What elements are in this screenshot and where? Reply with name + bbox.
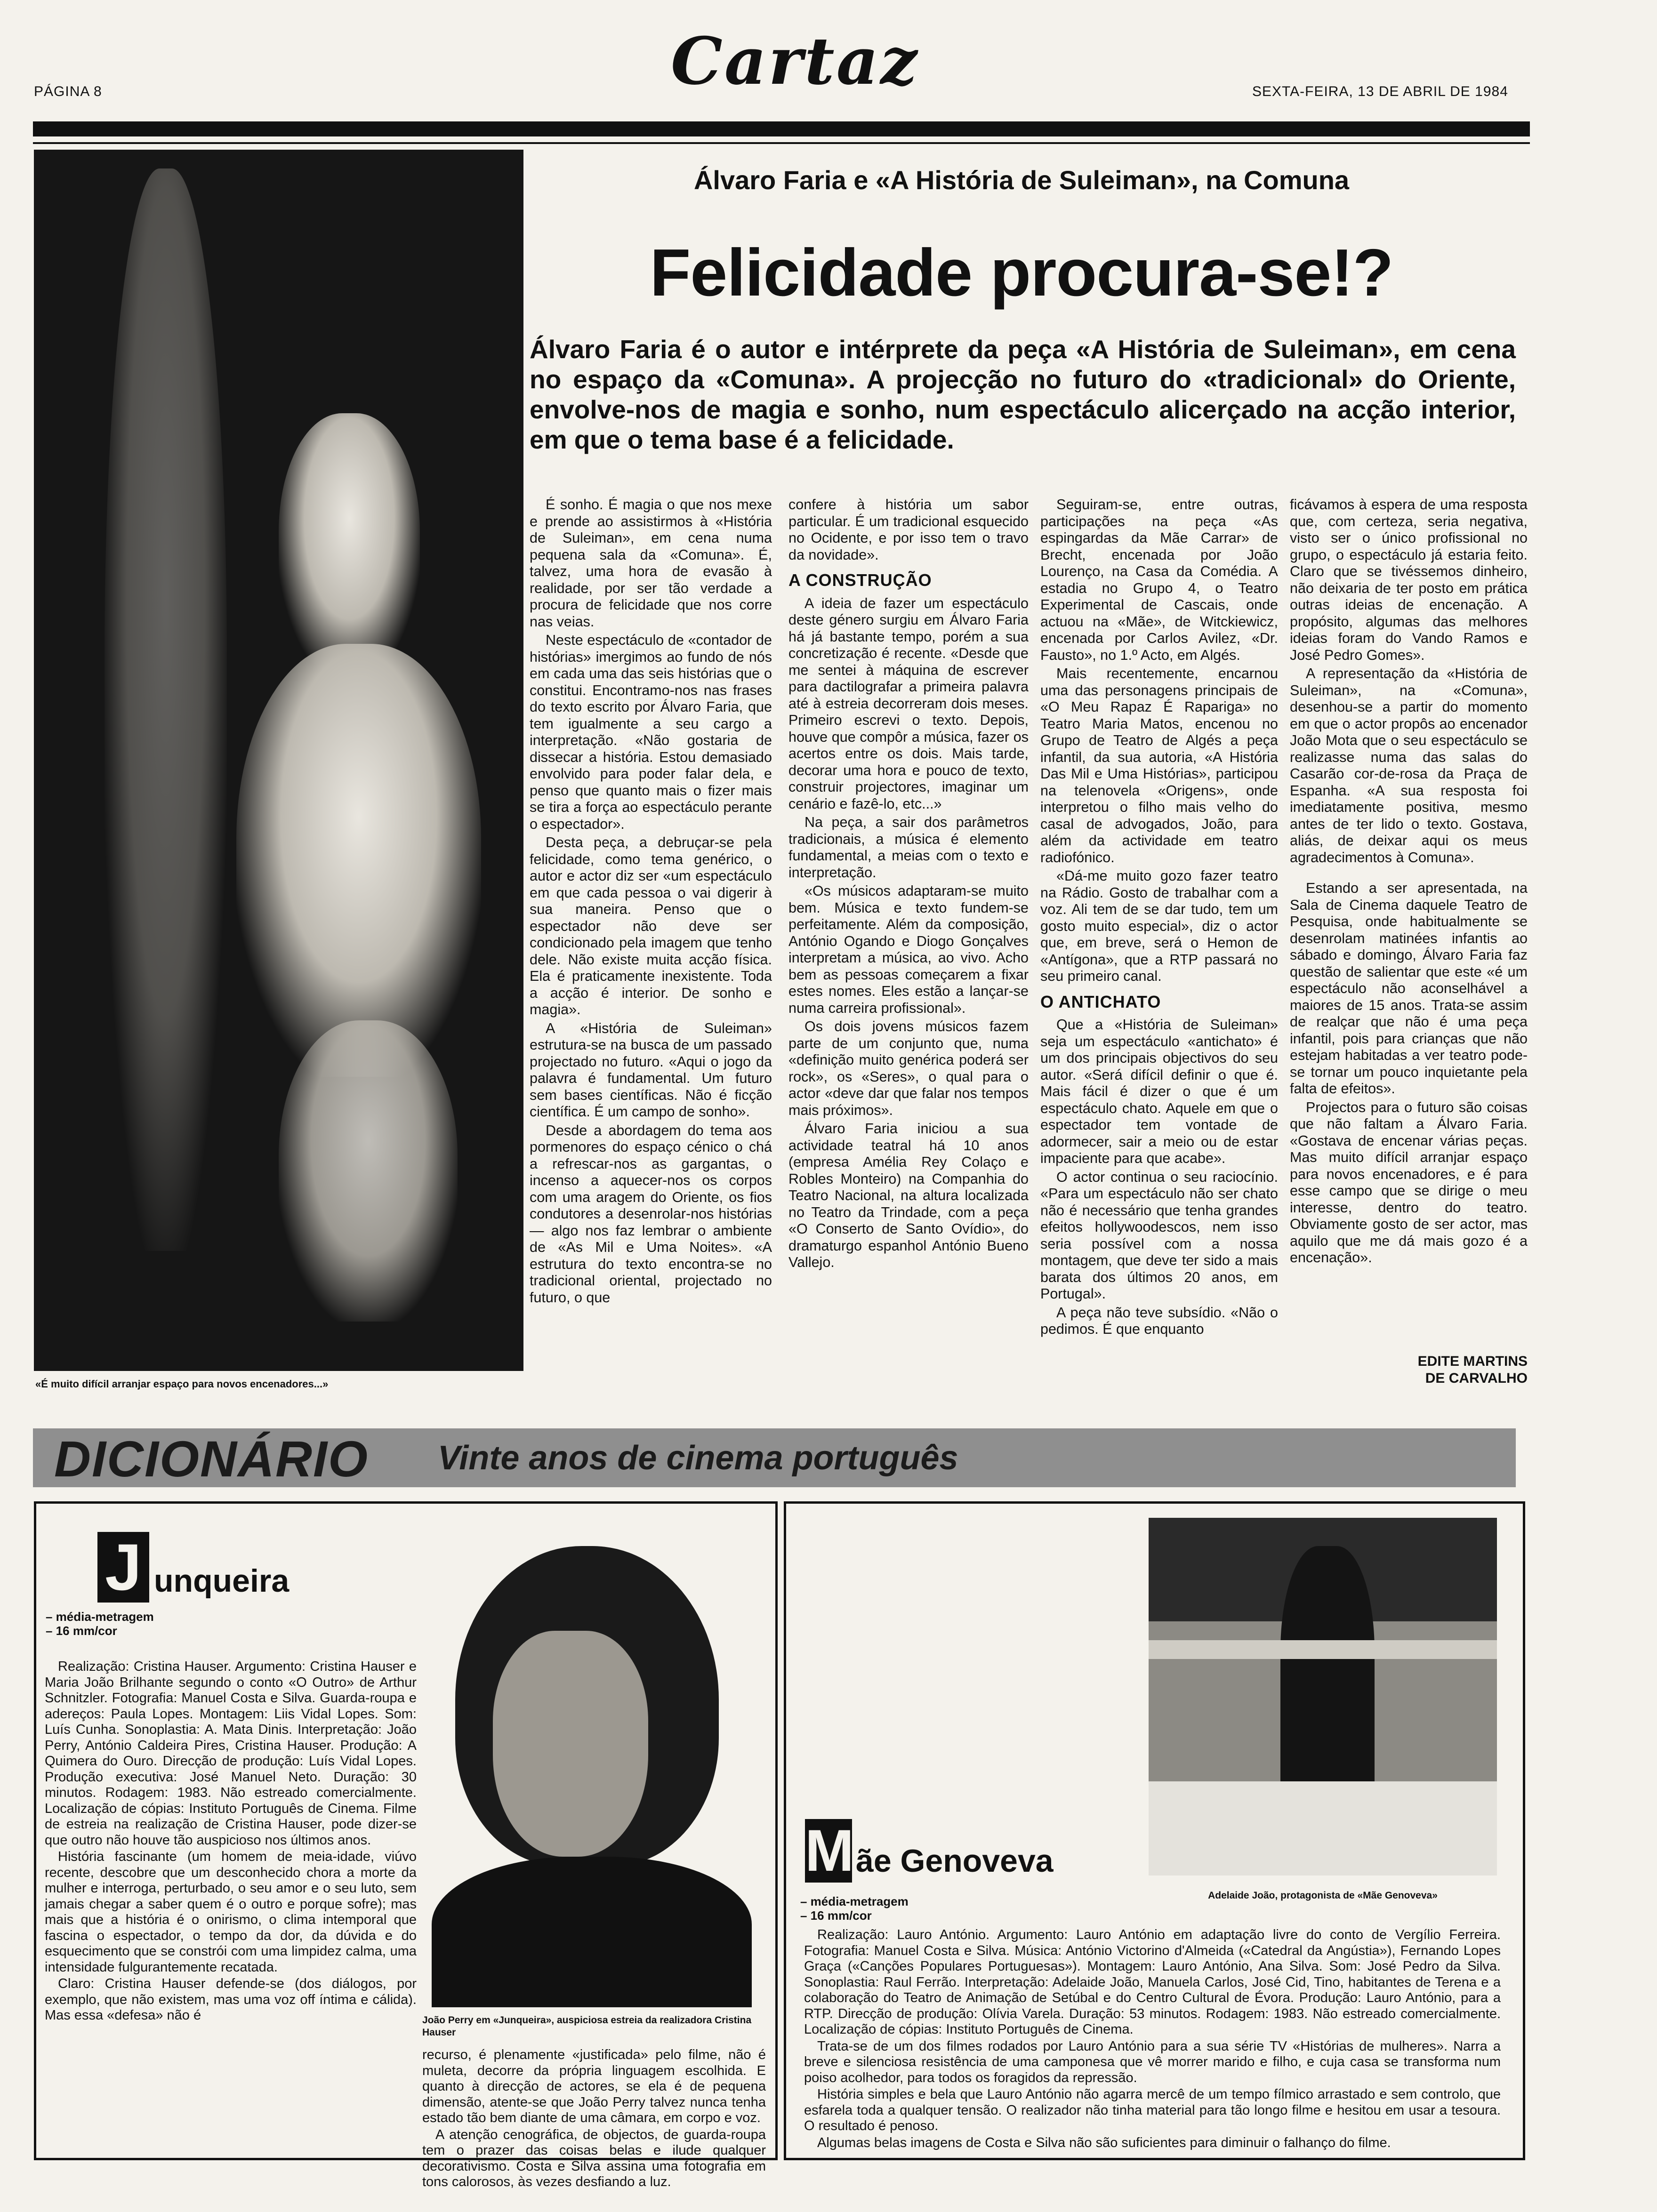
paragraph: Desta peça, a debruçar-se pela felicidade, como tema genérico, o autor e actor diz ser «um espectáculo em que cada pessoa o vai digerir à sua maneira. Penso que o espectador não deve ser condicionado pela imagem que tenho dele. Não existe muita acção física. Ela é praticamente inexistente. Toda a acção é interior. De sonho e magia».: [530, 834, 772, 1018]
issue-date: SEXTA-FEIRA, 13 DE ABRIL DE 1984: [1252, 84, 1508, 99]
article-headline: Felicidade procura-se!?: [650, 235, 1393, 310]
genoveva-format: [800, 1894, 909, 1923]
paragraph: É sonho. É magia o que nos mexe e prende ao assistirmos à «História de Suleiman», em cena numa pequena sala da «Comuna». É, talvez, uma hora de evasão à realidade, por ser tão verdade a procura de felicidade que nos corre nas veias.: [530, 497, 772, 630]
paragraph: Álvaro Faria iniciou a sua actividade teatral há 10 anos (empresa Amélia Rey Colaço e Robles Monteiro) na Companhia do Teatro Nacional, na altura localizada no Teatro da Trindade, com a peça «O Conserto de Santo Ovídio», do dramaturgo espanhol António Bueno Vallejo.: [788, 1121, 1029, 1270]
junqueira-photo-caption: João Perry em «Junqueira», auspiciosa estreia da realizadora Cristina Hauser: [422, 2015, 752, 2038]
article-column-4: [1290, 497, 1528, 1344]
byline-line-2: DE CARVALHO: [1425, 1370, 1528, 1386]
genoveva-format-gauge: – 16 mm/cor: [800, 1908, 872, 1923]
junqueira-credits: Realização: Cristina Hauser. Argumento: Cristina Hauser e Maria João Brilhante segundo o conto «O Outro» de Arthur Schnitzler. Fotografia: Manuel Costa e Silva. Guarda-roupa e adereços: Paula Lopes. Montagem: Liis Vidal Lopes. Som: Luís Cunha. Sonoplastia: A. Mata Dinis. Interpretação: João Perry, António Caldeira Pires, Cristina Hauser. Produção: A Quimera do Ouro. Direcção de produção: Luís Vidal Lopes. Produção executiva: José Manuel Neto. Duração: 30 minutos. Rodagem: 1983. Não estreado comercialmente. Localização de cópias: Instituto Português de Cinema. Filme de estreia na realização de Cristina Hauser, pode dizer-se que outro não houve tão auspicioso nos últimos anos.: [45, 1659, 417, 1848]
genoveva-photo-caption: Adelaide João, protagonista de «Mãe Genoveva»: [1208, 1890, 1438, 1901]
junqueira-title: unqueira: [154, 1563, 290, 1599]
genoveva-format-length: – média-metragem: [800, 1894, 909, 1908]
paragraph: A «História de Suleiman» estrutura-se na busca de um passado projectado no futuro. «Aqui o jogo da palavra é fundamental. Um futuro sem bases científicas. Não é ficção científica. É um campo de sonho».: [530, 1020, 772, 1120]
paragraph: Seguiram-se, entre outras, participações na peça «As espingardas da Mãe Carrar» de Brecht, encenada por João Lourenço, na Casa da Comédia. A estadia no Grupo 4, o Teatro Experimental de Cascais, onde actuou na «Mãe», de Witckiewicz, encenada por Carlos Avilez, «Dr. Fausto», no 1.º Acto, em Algés.: [1040, 497, 1278, 663]
dicionario-subtitle: Vinte anos de cinema português: [438, 1439, 958, 1477]
paragraph: ficávamos à espera de uma resposta que, com certeza, seria negativa, visto ser o único profissional no grupo, o espectáculo já estaria feito. Claro que se tivéssemos dinheiro, não deixaria de ter posto em prática outras ideias de encenação. A propósito, algumas das melhores ideias foram do Vando Ramos e José Pedro Gomes».: [1290, 497, 1528, 663]
paragraph: O actor continua o seu raciocínio. «Para um espectáculo não ser chato não é necessário que tenha grandes efeitos hollywoodescos, nem isso seria possível com a nossa montagem, que deve ter sido a mais barata dos últimos 20 anos, em Portugal».: [1040, 1169, 1278, 1302]
masthead-logo: Cartaz: [671, 23, 919, 99]
byline: [1290, 1353, 1528, 1387]
article-column-1: [530, 497, 772, 1395]
paragraph: História simples e bela que Lauro António não agarra mercê de um tempo fílmico arrastado e sem controlo, que esfarela toda a qualquer tensão. O realizador não tinha material para tão longo filme e hesitou em usar a tesoura. O resultado é penoso.: [804, 2087, 1501, 2133]
header-rule-thin: [33, 142, 1530, 144]
paragraph: Trata-se de um dos filmes rodados por Lauro António para a sua série TV «Histórias de mulheres». Narra a breve e silenciosa resistência de uma camponesa que vê morrer marido e filho, e cuja casa se transforma num poiso acolhedor, para todos os foragidos da repressão.: [804, 2038, 1501, 2085]
paragraph: recurso, é plenamente «justificada» pelo filme, não é muleta, decorre da própria linguagem escolhida. E quanto à direcção de actores, se ela é de pequena dimensão, atente-se que João Perry talvez nunca tenha estado tão bem diante de uma câmara, em corpo e voz.: [422, 2047, 766, 2125]
article-lede: Álvaro Faria é o autor e intérprete da peça «A História de Suleiman», em cena no espaço da «Comuna». A projecção no futuro do «tradicional» do Oriente, envolve-nos de magia e sonho, num espectáculo alicerçado na acção interior, em que o tema base é a felicidade.: [530, 335, 1516, 454]
paragraph: Que a «História de Suleiman» seja um espectáculo «antichato» é um dos principais objectivos do seu autor. «Será difícil definir o que é. Mais fácil é dizer o que é um espectáculo chato. Aquele em que o espectador tem vontade de adormecer, sair a meio ou de estar impaciente para que acabe».: [1040, 1017, 1278, 1166]
paragraph: «Os músicos adaptaram-se muito bem. Música e texto fundem-se perfeitamente. Além da composição, António Ogando e Diogo Gonçalves interpretam a música, ao vivo. Acho bem as pessoas começarem a fixar estes nomes. Eles estão a lançar-se numa carreira profissional».: [788, 883, 1029, 1016]
paragraph: Estando a ser apresentada, na Sala de Cinema daquele Teatro de Pesquisa, onde habitualmente se desenrolam matinées infantis ao sábado e domingo, Álvaro Faria faz questão de salientar que este «é um espectáculo não aconselhável a maiores de 15 anos. Trata-se assim de realçar que não é uma peça infantil, pois para crianças que não estejam habitadas a ver teatro pode-se tornar um pouco inquietante pela falta de efeitos».: [1290, 880, 1528, 1097]
junqueira-dropcap: J: [97, 1532, 149, 1603]
article-kicker: Álvaro Faria e «A História de Suleiman», na Comuna: [693, 165, 1350, 195]
feature-photo: [34, 150, 523, 1371]
genoveva-entry: [784, 1501, 1525, 2160]
junqueira-text-2: [422, 2047, 766, 2191]
genoveva-text: [804, 1927, 1501, 2152]
paragraph: Claro: Cristina Hauser defende-se (dos diálogos, por exemplo, que não existem, mas uma voz off íntima e cálida). Mas essa «defesa» não é: [45, 1976, 417, 2023]
paragraph: Neste espectáculo de «contador de histórias» imergimos ao fundo de nós em cada uma das seis histórias que o constitui. Encontramo-nos nas frases do texto escrito por Álvaro Faria, que tem igualmente a seu cargo a interpretação. «Não gostaria de dissecar a história. Estou demasiado envolvido para poder falar dela, e penso que quanto mais o fizer mais se tira a força ao espectáculo perante o espectador».: [530, 632, 772, 832]
junqueira-entry: [34, 1501, 778, 2189]
article-column-3: [1040, 497, 1278, 1395]
paragraph: Algumas belas imagens de Costa e Silva não são suficientes para diminuir o falhanço do filme.: [817, 2135, 1391, 2150]
genoveva-dropcap: M: [805, 1818, 854, 1883]
header-rule: [33, 121, 1530, 136]
paragraph: confere à história um sabor particular. É um tradicional esquecido no Ocidente, e por isso tem o travo da novidade».: [788, 497, 1029, 563]
section-heading: A CONSTRUÇÃO: [788, 570, 932, 590]
paragraph: Na peça, a sair dos parâmetros tradicionais, a música é elemento fundamental, a meias com o texto e interpretação.: [788, 814, 1029, 881]
paragraph: História fascinante (um homem de meia-idade, viúvo recente, descobre que um desconhecido chora a morte da mulher e interroga, perturbado, o seu amor e o seu luto, sem jamais chegar a saber quem é o outro e porque sofre); mas mais que a história é o onirismo, o clima intemporal que fascina o espectador, o tempo da dor, da dúvida e do esquecimento que se constrói com uma limpidez calma, uma intensidade fulgurantemente recatada.: [45, 1849, 417, 1975]
byline-line-1: EDITE MARTINS: [1417, 1354, 1528, 1369]
dicionario-title: DICIONÁRIO: [54, 1430, 369, 1487]
junqueira-format: [46, 1610, 154, 1638]
page-number: PÁGINA 8: [34, 84, 102, 99]
paragraph: Projectos para o futuro são coisas que não faltam a Álvaro Faria. «Gostava de encenar várias peças. Mas muito difícil arranjar espaço para novos encenadores, e é para esse campo que se dirige o meu interesse, dentro do teatro. Obviamente gosto de ser actor, mas aquilo que me dá mais gozo é a encenação».: [1290, 1099, 1528, 1266]
paragraph: A atenção cenográfica, de objectos, de guarda-roupa tem o prazer das coisas belas e ilude qualquer decorativismo. Costa e Silva assina uma fotografia em tons calorosos, às vezes desfiando a luz.: [422, 2127, 766, 2189]
junqueira-format-length: – média-metragem: [46, 1610, 154, 1624]
paragraph: A representação da «História de Suleiman», na «Comuna», desenhou-se a partir do momento em que o actor propôs ao encenador João Mota que o seu espectáculo se realizasse numa das salas do Casarão cor-de-rosa da Praça de Espanha. «A sua resposta foi imediatamente positiva, mesmo antes de ter lido o texto. Gostava, aliás, de deixar aqui os meus agradecimentos à Comuna».: [1290, 665, 1528, 866]
genoveva-credits: Realização: Lauro António. Argumento: Lauro António em adaptação livre do conto de Vergílio Ferreira. Fotografia: Manuel Costa e Silva. Música: António Victorino d'Almeida («Catedral da Angústia»), Fernando Lopes Graça («Canções Populares Portuguesas»). Montagem: Lauro António, Ana Silva. Som: José Pedro da Silva. Sonoplastia: Raul Ferrão. Interpretação: Adelaide João, Manuela Carlos, José Cid, Tino, habitantes de Terena e a colaboração do Teatro de Animação de Setúbal e do Centro Cultural de Évora. Produção: Lauro António, para a RTP. Direcção de produção: Olívia Varela. Duração: 53 minutos. Rodagem: 1983. Não estreado comercialmente. Localização de cópias: Instituto Português de Cinema.: [804, 1927, 1501, 2037]
genoveva-title: ãe Genoveva: [856, 1843, 1054, 1879]
junqueira-photo: [422, 1527, 761, 2007]
junqueira-format-gauge: – 16 mm/cor: [46, 1624, 117, 1638]
junqueira-text: [45, 1659, 417, 2025]
paragraph: Os dois jovens músicos fazem parte de um conjunto que, numa «definição muito genérica poderá ser rock», os «Seres», o qual para o actor «deve dar que falar nos tempos mais próximos».: [788, 1018, 1029, 1118]
article-column-2: [788, 497, 1029, 1395]
paragraph: A ideia de fazer um espectáculo deste género surgiu em Álvaro Faria há já bastante tempo, porém a sua concretização é recente. «Desde que me sentei à máquina de escrever para dactilografar a primeira palavra até à estreia decorreram dois meses. Primeiro escrevi o texto. Depois, houve que compôr a música, fazer os acertos entre os dois. Mais tarde, decorar uma hora e pouco de texto, construir projectores, imaginar um cenário e fazê-lo, etc...»: [788, 595, 1029, 812]
genoveva-photo: [1149, 1518, 1497, 1875]
paragraph: Desde a abordagem do tema aos pormenores do espaço cénico o chá a refrescar-nos as gargantas, o incenso a aquecer-nos os corpos com uma aragem do Oriente, os fios condutores a desenrolar-nos histórias — algo nos faz lembrar o ambiente de «As Mil e Uma Noites». «A estrutura do texto encontra-se no tradicional oriental, projectado no futuro, o que: [530, 1122, 772, 1306]
paragraph: A peça não teve subsídio. «Não o pedimos. É que enquanto: [1040, 1304, 1278, 1337]
dicionario-banner: [33, 1428, 1516, 1487]
paragraph: Mais recentemente, encarnou uma das personagens principais de «O Meu Rapaz É Rapariga» no Teatro Maria Matos, encenou no Grupo de Teatro de Algés a peça infantil, da sua autoria, «A História Das Mil e Uma Histórias», participou na telenovela «Origens», onde interpretou o filho mais velho do casal de advogados, João, para além da actividade em teatro radiofónico.: [1040, 665, 1278, 866]
feature-photo-caption: «É muito difícil arranjar espaço para novos encenadores...»: [35, 1378, 329, 1390]
section-heading: O ANTICHATO: [1040, 992, 1161, 1011]
paragraph: «Dá-me muito gozo fazer teatro na Rádio. Gosto de trabalhar com a voz. Ali tem de se dar tudo, tem um gosto muito especial», diz o actor que, em breve, será o Hemon de «Antígona», que a RTP passará no seu primeiro canal.: [1040, 868, 1278, 984]
